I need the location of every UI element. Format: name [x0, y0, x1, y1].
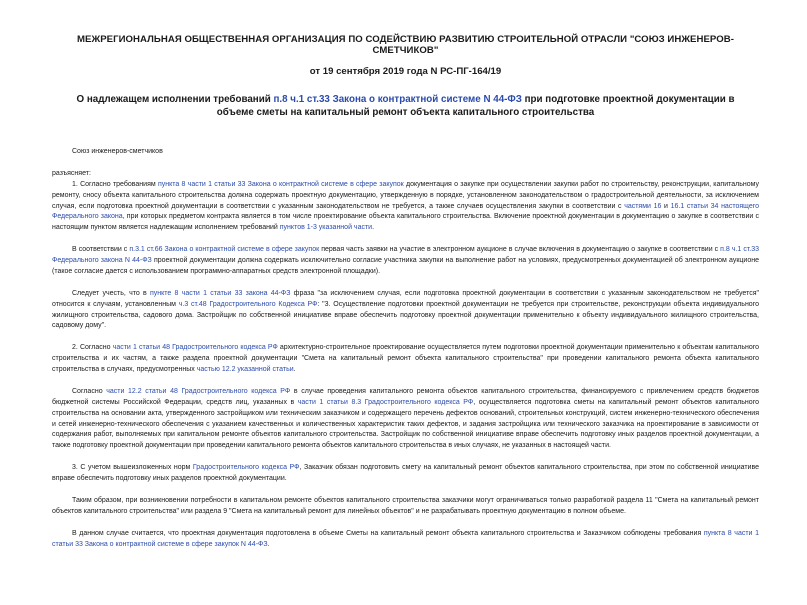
paragraph-4: [52, 343, 759, 376]
link-p5-2[interactable]: части 1 статьи 8.3 Градостроительного кодекса РФ: [297, 398, 474, 406]
link-p3-2[interactable]: ч.3 ст.48 Градостроительного Кодекса РФ: [178, 300, 318, 308]
link-p8-1[interactable]: пункта 8 части 1 статьи 33 Закона о контрактной системе в сфере закупок N 44-ФЗ: [52, 529, 759, 548]
text: 1. Согласно требованиям: [72, 180, 158, 188]
text: В данном случае считается, что проектная документация подготовлена в объеме Сметы на капитальный ремонт объекта капитального строительства и Заказчиком соблюдены требования: [72, 529, 704, 537]
link-p4-2[interactable]: частью 12.2 указанной статьи: [196, 366, 294, 374]
explains-line: разъясняет:: [52, 169, 91, 177]
text: проектной документации должна содержать исключительно согласие участника закупки на выполнение работ на условиях, предусмотренных документацией об электронном аукционе (такое согласие дается с использованием программно-аппаратных средств электронной площадки).: [52, 257, 759, 275]
text: .: [372, 224, 375, 232]
link-p2-2[interactable]: п.8 ч.1 ст.33 Федерального закона N 44-ФЗ: [52, 246, 759, 265]
text: архитектурно-строительное проектирование осуществляется путем подготовки проектной документации применительно к объектам капитального строительства и их частям, а также раздела проектной документации "Смета на капитальный ремонт объекта капитального строительства" при проведении капитального ремонта объекта капитального строительства в случаях, предусмотренных: [52, 344, 760, 374]
paragraph-1: [52, 180, 759, 235]
text: фраза "за исключением случая, если подготовка проектной документации в соответствии с указанным законодательством не требуется" относится к случаям, установленным: [52, 289, 759, 308]
text: , осуществляется подготовка сметы на капитальный ремонт объектов капитального строительства на основании акта, утвержденного застройщиком или техническим заказчиком и содержащего перечень дефектов оснований, строительных конструкций, систем инженерно-технического обеспечения и сетей инженерно-технического обеспечения с указанием качественных и количественных характеристик таких дефектов, и задания застройщика или технического заказчика на проектирование в зависимости от содержания работ, выполняемых при капитальном ремонте объектов капитального строительства. Застройщик по собственной инициативе вправе обеспечить подготовку иных разделов проектной документации, а также подготовку проектной документации при проведении капитального ремонта объектов капитального строительства в иных случаях, не указанных в настоящей части.: [52, 398, 759, 450]
paragraph-5: [52, 387, 759, 452]
sender-text: Союз инженеров-сметчиков: [72, 148, 163, 155]
link-p5-1[interactable]: части 12.2 статьи 48 Градостроительного кодекса РФ: [106, 387, 291, 395]
link-p3-1[interactable]: пункте 8 части 1 статьи 33 закона 44-ФЗ: [149, 289, 291, 297]
document-date-number: от 19 сентября 2019 года N РС-ПГ-164/19: [309, 66, 502, 77]
text: документация о закупке при осуществлении закупки работ по строительству, реконструкции, капитальному ремонту, сносу объекта капитального строительства должна содержать проектную документацию, утвержденную в порядке, установленном законодательством о градостроительной деятельности, за исключением случая, если подготовка проектной документации в соответствии с указанным законодательством не требуется, а также случаев осуществления закупки в соответствии с: [52, 180, 760, 210]
sender-line: [52, 147, 759, 158]
text: , при которых предметом контракта является в том числе проектирование объекта капитального строительства. Включение проектной документации в документацию о закупке в соответствии с настоящим пунктом является надлежащим исполнением требований: [52, 213, 759, 232]
text: и: [661, 202, 671, 210]
text: В соответствии с: [72, 246, 130, 254]
paragraph-8: [52, 529, 759, 551]
title-text: О надлежащем исполнении требований: [76, 94, 274, 105]
link-p1-3[interactable]: 16.1 статьи 34 настоящего Федерального закона: [52, 202, 760, 221]
text: .: [293, 366, 296, 374]
paragraph-3: [52, 289, 759, 333]
document-page: [0, 34, 807, 605]
paragraph-6: [52, 463, 759, 485]
text: 3. С учетом вышеизложенных норм: [72, 464, 193, 472]
text: Следует учесть, что в: [72, 289, 150, 297]
text: Таким образом, при возникновении потребности в капитальном ремонте объектов капитального строительства заказчики могут ограничиваться только разработкой раздела 11 "Смета на капитальный ремонт объектов капитального строительства" или раздела 9 "Смета на капитальный ремонт для линейных объектов" и не разрабатывать проектную документацию в полном объеме.: [52, 496, 759, 515]
text: 2. Согласно: [72, 344, 113, 352]
text: .: [267, 540, 270, 548]
text: Согласно: [72, 387, 107, 395]
link-p6-1[interactable]: Градостроительного кодекса РФ: [192, 464, 300, 472]
text: первая часть заявки на участие в электронном аукционе в случае включения в документацию о закупке в соответствии с: [319, 246, 721, 254]
title-law-link[interactable]: п.8 ч.1 ст.33 Закона о контрактной системе N 44-ФЗ: [273, 94, 522, 105]
link-p1-4[interactable]: пунктов 1-3 указанной части: [279, 224, 373, 232]
link-p1-1[interactable]: пункта 8 части 1 статьи 33 Закона о контрактной системе в сфере закупок: [157, 180, 404, 188]
title-text-end: при подготовке проектной документации в объеме сметы на капитальный ремонт объекта капитального строительства: [216, 94, 735, 118]
link-p4-1[interactable]: части 1 статьи 48 Градостроительного кодекса РФ: [112, 344, 278, 352]
link-p2-1[interactable]: п.3.1 ст.66 Закона о контрактной системе в сфере закупок: [129, 246, 320, 254]
document-title: [52, 94, 759, 119]
link-p1-2[interactable]: частями 16: [624, 202, 662, 210]
text: : "3. Осуществление подготовки проектной документации не требуется при строительстве, реконструкции объекта индивидуального жилищного строительства, садового дома. Застройщик по собственной инициативе вправе обеспечить подготовку проектной документации применительно к объекту индивидуального жилищного строительства, садовому дому".: [52, 300, 759, 330]
paragraph-2: [52, 245, 759, 278]
paragraph-7: [52, 496, 759, 518]
document-body: [52, 147, 759, 550]
organization-name: МЕЖРЕГИОНАЛЬНАЯ ОБЩЕСТВЕННАЯ ОРГАНИЗАЦИЯ ПО СОДЕЙСТВИЮ РАЗВИТИЮ СТРОИТЕЛЬНОЙ ОТРАСЛИ "СОЮЗ ИНЖЕНЕРОВ-СМЕТЧИКОВ": [77, 34, 734, 56]
text: в случае проведения капитального ремонта объектов капитального строительства, финансируемого с привлечением средств бюджетов бюджетной системы Российской Федерации, средств лиц, указанных в: [52, 387, 760, 406]
text: , Заказчик обязан подготовить смету на капитальный ремонт объектов капитального строительства, при этом по собственной инициативе вправе обеспечить подготовку иных разделов проектной документации.: [52, 464, 759, 483]
